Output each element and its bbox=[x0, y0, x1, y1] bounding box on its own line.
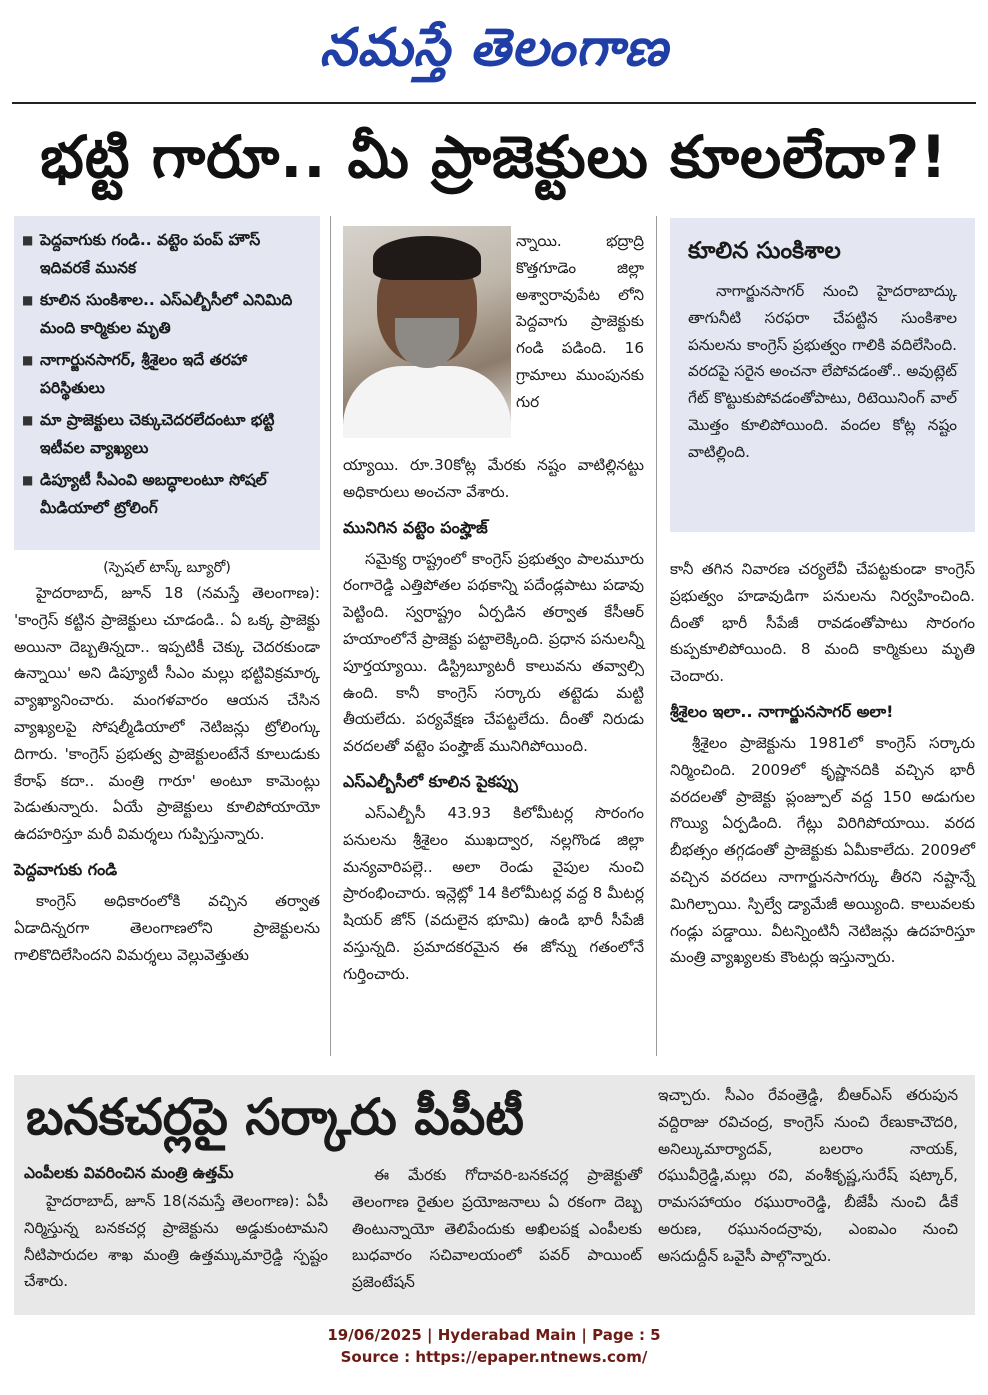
highlight-item: ■ డిప్యూటీ సీఎంవి అబద్ధాలంటూ సోషల్ మీడియాలో ట్రోలింగ్ bbox=[22, 466, 314, 522]
article-column-2-top bbox=[516, 228, 644, 416]
edition-info: 19/06/2025 | Hyderabad Main | Page : 5 bbox=[327, 1326, 661, 1344]
paragraph: శ్రీశైలం ప్రాజెక్టును 1981లో కాంగ్రెస్ సర్కారు నిర్మించింది. 2009లో కృష్ణానదికి వచ్చిన భారీ వరదలతో ప్రాజెక్టు ప్లంజ్పూల్ వద్ద 150 అడుగుల గొయ్యి ఏర్పడింది. గేట్లు విరిగిపోయాయి. వరద బీభత్సం తగ్గడంతో ప్రాజెక్టుకు ఏమీకాలేదు. 2009లో వచ్చిన వరదలు నాగార్జునసాగర్కు తీరని నష్టాన్నే మిగిల్చాయి. స్పిల్వే డ్యామేజీ అయ్యింది. కాలువలకు గండ్లు పడ్డాయి. వీటన్నింటినీ నెటిజన్లు ఉదహరిస్తూ మంత్రి వ్యాఖ్యలకు కౌంటర్లు ఇస్తున్నారు. bbox=[670, 733, 975, 967]
highlight-item: ■ నాగార్జునసాగర్, శ్రీశైలం ఇదే తరహా పరిస్థితులు bbox=[22, 346, 314, 402]
paragraph: హైదరాబాద్, జూన్ 18(నమస్తే తెలంగాణ): ఏపీ నిర్మిస్తున్న బనకచర్ల ప్రాజెక్టును అడ్డుకుంటామని నీటిపారుదల శాఖ మంత్రి ఉత్తమ్కుమార్రెడ్డి స్పష్టం చేశారు. bbox=[24, 1192, 328, 1291]
main-headline: భట్టి గారూ.. మీ ప్రాజెక్టులు కూలలేదా?! bbox=[40, 123, 948, 191]
subheading: మునిగిన వట్టెం పంప్హౌజ్ bbox=[343, 517, 488, 537]
bottom-headline: బనకచర్లపై సర్కారు పీపీటీ bbox=[26, 1088, 524, 1146]
bullet-icon: ■ bbox=[22, 413, 34, 427]
paragraph: ఈ మేరకు గోదావరి-బనకచర్ల ప్రాజెక్టుతో తెలంగాణ రైతుల ప్రయోజనాలు ఏ రకంగా దెబ్బ తింటున్నాయో తెలిపేందుకు అఖిలపక్ష ఎంపీలకు బుధవారం సచివాలయంలో పవర్ పాయింట్ ప్రజెంటేషన్ bbox=[352, 1166, 642, 1292]
article-column-3 bbox=[670, 556, 975, 971]
paragraph: సమైక్య రాష్ట్రంలో కాంగ్రెస్ ప్రభుత్వం పాలమూరు రంగారెడ్డి ఎత్తిపోతల పథకాన్ని పదేండ్లపాటు పడావు పెట్టింది. స్వరాష్ట్రం ఏర్పడిన తర్వాత కేసీఆర్ హయాంలోనే ప్రాజెక్టు పట్టాలెక్కింది. ప్రధాన పనులన్నీ పూర్తయ్యాయి. డిస్ట్రిబ్యూటరీ కాలువను తవ్వాల్సి ఉంది. కానీ కాంగ్రెస్ సర్కారు తట్టెడు మట్టి తీయలేదు. పర్యవేక్షణ చేపట్టలేదు. దీంతో నిరుడు వరదలతో వట్టెం పంప్హౌజ్ మునిగిపోయింది. bbox=[343, 549, 644, 756]
column-divider bbox=[330, 216, 331, 1056]
highlight-item: ■ మా ప్రాజెక్టులు చెక్కుచెదరలేదంటూ భట్టి ఇటీవల వ్యాఖ్యలు bbox=[22, 406, 314, 462]
highlights-box bbox=[14, 216, 320, 550]
box-paragraph: నాగార్జునసాగర్ నుంచి హైదరాబాద్కు తాగునీటి సరఫరా చేపట్టిన సుంకిశాల పనులను కాంగ్రెస్ ప్రభుత్వం గాలికి వదిలేసింది. వరదపై సరైన అంచనా లేపోవడంతో.. అవుట్లెట్ గేట్ కొట్టుకుపోవడంతోపాటు, రిటెయినింగ్ వాల్ మొత్తం కూలిపోయింది. వందల కోట్ల నష్టం వాటిల్లింది. bbox=[688, 282, 957, 461]
page-footer bbox=[0, 1324, 988, 1368]
paragraph: కానీ తగిన నివారణ చర్యలేవీ చేపట్టకుండా కాంగ్రెస్ ప్రభుత్వం హడావుడిగా పనులను నిర్వహించింది. దీంతో భారీ సీపేజీ రావడంతోపాటు సొరంగం కుప్పకూలిపోయింది. 8 మంది కార్మికులు మృతి చెందారు. bbox=[670, 560, 975, 686]
subheading: పెద్దవాగుకు గండి bbox=[14, 859, 118, 879]
bottom-column-3 bbox=[658, 1082, 958, 1270]
highlight-item: ■ పెద్దవాగుకు గండి.. వట్టెం పంప్ హౌస్ ఇదివరకే మునక bbox=[22, 226, 314, 282]
byline: (స్పెషల్ టాస్క్ బ్యూరో) bbox=[103, 560, 231, 576]
bottom-column-1 bbox=[24, 1188, 328, 1295]
bullet-icon: ■ bbox=[22, 353, 34, 367]
masthead bbox=[0, 8, 988, 88]
column-divider bbox=[656, 216, 657, 1056]
masthead-divider bbox=[12, 102, 976, 104]
subheading: ఎస్ఎల్బీసీలో కూలిన పైకప్పు bbox=[343, 771, 518, 791]
article-column-1 bbox=[14, 556, 320, 968]
paragraph: ఎస్ఎల్బీసీ 43.93 కిలోమీటర్ల సొరంగం పనులను శ్రీశైలం ముఖద్వార, నల్లగొండ జిల్లా మన్యవారిపల్లె.. అలా రెండు వైపుల నుంచి ప్రారంభించారు. ఇన్లెట్లో 14 కిలోమీటర్ల వద్ద 8 మీటర్ల షియర్ జోన్ (వదులైన భూమి) ఉండి భారీ సీపేజీ వస్తున్నది. ప్రమాదకరమైన ఈ జోన్ను గతంలోనే గుర్తించారు. bbox=[343, 803, 644, 983]
paragraph: హైదరాబాద్, జూన్ 18 (నమస్తే తెలంగాణ): 'కాంగ్రెస్ కట్టిన ప్రాజెక్టులు చూడండి.. ఏ ఒక్క ప్రాజెక్టు అయినా దెబ్బతిన్నదా.. ఇప్పటికీ చెక్కు చెదరకుండా ఉన్నాయి' అని డిప్యూటీ సీఎం మల్లు భట్టివిక్రమార్క వ్యాఖ్యానించారు. మంగళవారం ఆయన చేసిన వ్యాఖ్యలపై సోషల్మీడియాలో నెటిజన్లు ట్రోలింగ్కు దిగారు. 'కాంగ్రెస్ ప్రభుత్వ ప్రాజెక్టులంటేనే కూలుడుకు కేరాఫ్ కదా.. మంత్రి గారూ' అంటూ కామెంట్లు పెడుతున్నారు. ఏయే ప్రాజెక్టులు కూలిపోయాయో ఉదహరిస్తూ మరీ విమర్శలు గుప్పిస్తున్నారు. bbox=[14, 584, 320, 844]
paragraph: ఇచ్చారు. సీఎం రేవంత్రెడ్డి, బీఆర్ఎస్ తరుపున వద్దిరాజు రవిచంద్ర, కాంగ్రెస్ నుంచి రేణుకాచౌదరి, అనిల్కుమార్యాదవ్, బలరాం నాయక్, రఘువీర్రెడ్డి,మల్లు రవి, వంశీకృష్ణ,సురేష్ షట్కార్, రామసహాయం రఘురాంరెడ్డి, బీజేపీ నుంచి డీకే అరుణ, రఘునందన్రావు, ఎంఐఎం నుంచి అసదుద్దీన్ ఒవైసీ పాల్గొన్నారు. bbox=[658, 1086, 958, 1265]
highlight-item: ■ కూలిన సుంకిశాల.. ఎస్ఎల్బీసీలో ఎనిమిది మంది కార్మికుల మృతి bbox=[22, 286, 314, 342]
bullet-icon: ■ bbox=[22, 473, 34, 487]
bullet-icon: ■ bbox=[22, 233, 34, 247]
newspaper-logo: నమస్తే తెలంగాణ bbox=[319, 17, 669, 78]
paragraph: కాంగ్రెస్ అధికారంలోకి వచ్చిన తర్వాత ఏడాదిన్నరగా తెలంగాణలోని ప్రాజెక్టులను గాలికొదిలేసిందని విమర్శలు వెల్లువెత్తుతు bbox=[14, 891, 320, 964]
paragraph: న్నాయి. భద్రాద్రి కొత్తగూడెం జిల్లా అశ్వారావుపేట లోని పెద్దవాగు ప్రాజెక్టుకు గండి పడింది. 16 గ్రామాలు ముంపునకు గుర bbox=[516, 232, 644, 411]
article-column-2 bbox=[343, 452, 644, 988]
subheading: శ్రీశైలం ఇలా.. నాగార్జునసాగర్ అలా! bbox=[670, 701, 894, 721]
box-title: కూలిన సుంకిశాల bbox=[688, 238, 841, 264]
minister-photo bbox=[343, 226, 511, 438]
bullet-icon: ■ bbox=[22, 293, 34, 307]
sidebar-box bbox=[670, 218, 975, 532]
bottom-column-2 bbox=[352, 1162, 642, 1296]
bottom-subheading: ఎంపీలకు వివరించిన మంత్రి ఉత్తమ్ bbox=[24, 1164, 234, 1182]
paragraph: య్యాయి. రూ.30కోట్ల మేరకు నష్టం వాటిల్లినట్టు అధికారులు అంచనా వేశారు. bbox=[343, 456, 644, 501]
source-link[interactable]: Source : https://epaper.ntnews.com/ bbox=[340, 1348, 648, 1366]
